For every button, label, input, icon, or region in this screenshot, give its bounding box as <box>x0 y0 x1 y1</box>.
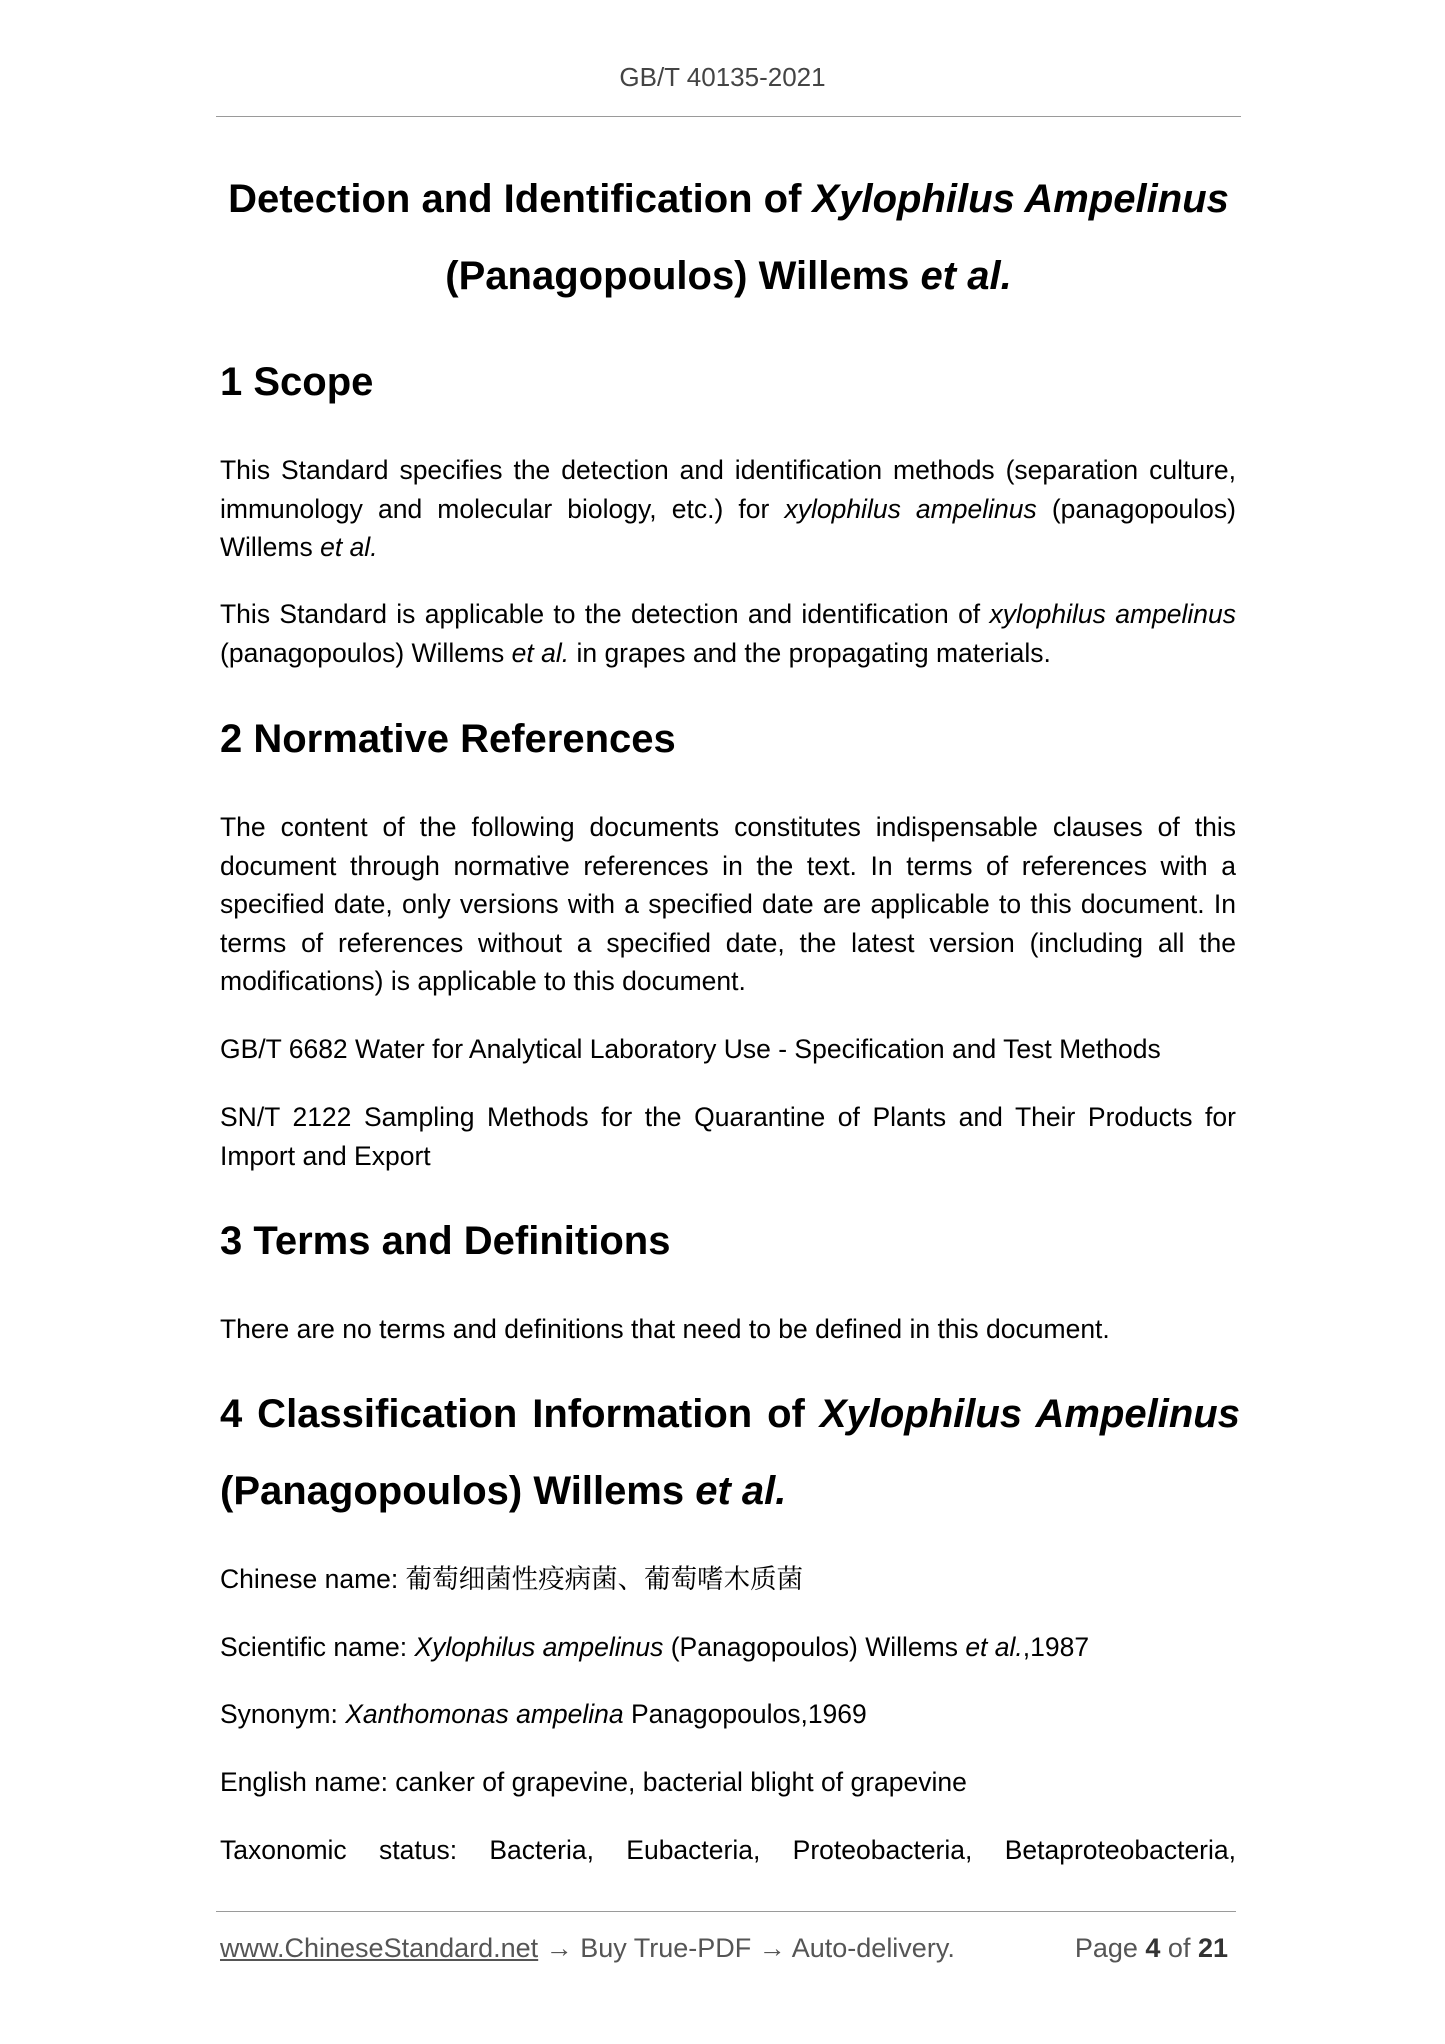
title-species: Xylophilus Ampelinus <box>812 177 1229 221</box>
heading-prefix: 4 Classification Information of <box>220 1392 820 1436</box>
text-run: This Standard specifies the detection and identification methods (separation culture, immunology and molecular biology, etc.) for <box>220 455 1236 524</box>
synonym-line <box>220 1695 1236 1734</box>
page-indicator <box>1075 1933 1228 1964</box>
page-label: Page <box>1074 1933 1146 1963</box>
etal-italic: et al. <box>965 1632 1023 1662</box>
species-italic: xylophilus ampelinus <box>989 599 1236 629</box>
heading-author: (Panagopoulos) Willems <box>220 1469 696 1513</box>
site-link[interactable]: www.ChineseStandard.net <box>220 1933 539 1963</box>
section-heading-classification-line2 <box>220 1467 1240 1515</box>
scope-paragraph-2 <box>220 595 1236 672</box>
section-heading-scope: 1 Scope <box>220 360 374 404</box>
terms-paragraph: There are no terms and definitions that need to be defined in this document. <box>220 1314 1110 1344</box>
normative-paragraph: The content of the following documents constitutes indispensable clauses of this document through normative references in the text. In terms of references with a specified date, only versions with a specified date are applicable to this document. In terms of references without a specified date, the latest version (including all the modifications) is applicable to this document. <box>220 812 1236 996</box>
heading-species: Xylophilus Ampelinus <box>819 1392 1240 1436</box>
etal-italic: et al. <box>320 532 378 562</box>
label: Synonym: <box>220 1699 346 1729</box>
page-total: 21 <box>1197 1933 1228 1963</box>
label: Scientific name: <box>220 1632 415 1662</box>
year: ,1987 <box>1022 1632 1090 1662</box>
english-name-line: English name: canker of grapevine, bacterial blight of grapevine <box>220 1767 967 1797</box>
heading-etal: et al. <box>695 1469 787 1513</box>
taxonomic-status-line: Taxonomic status: Bacteria, Eubacteria, Proteobacteria, Betaproteobacteria, <box>220 1835 1236 1865</box>
text-run: (Panagopoulos) Willems <box>663 1632 966 1662</box>
text-run: Panagopoulos,1969 <box>623 1699 867 1729</box>
text-run: (panagopoulos) Willems <box>220 493 1236 562</box>
text-run: (panagopoulos) Willems <box>220 637 512 668</box>
document-title-line2 <box>216 252 1241 300</box>
species-italic: xylophilus ampelinus <box>784 493 1037 524</box>
reference-gbt-6682: GB/T 6682 Water for Analytical Laboratory Use - Specification and Test Methods <box>220 1034 1161 1064</box>
header-divider <box>216 116 1241 117</box>
document-title-line1 <box>216 175 1241 223</box>
of-label: of <box>1160 1933 1198 1963</box>
scope-paragraph-1 <box>220 451 1236 567</box>
etal-italic: et al. <box>511 637 570 668</box>
species-italic: Xylophilus ampelinus <box>414 1632 664 1662</box>
page-number: 4 <box>1145 1933 1161 1963</box>
text-run: This Standard is applicable to the detection and identification of <box>220 599 990 629</box>
scientific-name-line <box>220 1628 1236 1667</box>
footer-tagline: → Buy True-PDF → Auto-delivery. <box>538 1933 955 1963</box>
text-run: in grapes and the propagating materials. <box>569 637 1051 668</box>
title-etal: et al. <box>920 254 1012 298</box>
chinese-name-value: 葡萄细菌性疫病菌、葡萄嗜木质菌 <box>405 1564 804 1595</box>
footer <box>220 1933 1236 1964</box>
title-author: (Panagopoulos) Willems <box>445 254 921 298</box>
header-standard-code: GB/T 40135-2021 <box>619 62 826 92</box>
label: Chinese name: <box>220 1564 406 1594</box>
reference-snt-2122: SN/T 2122 Sampling Methods for the Quarantine of Plants and Their Products for Import and Export <box>220 1102 1236 1171</box>
footer-divider <box>216 1911 1236 1912</box>
section-heading-normative-references: 2 Normative References <box>220 717 676 761</box>
section-heading-classification-line1 <box>220 1390 1240 1438</box>
chinese-name-line <box>220 1560 1236 1600</box>
title-prefix: Detection and Identification of <box>228 177 813 221</box>
section-heading-terms: 3 Terms and Definitions <box>220 1219 671 1263</box>
synonym-italic: Xanthomonas ampelina <box>345 1699 624 1729</box>
